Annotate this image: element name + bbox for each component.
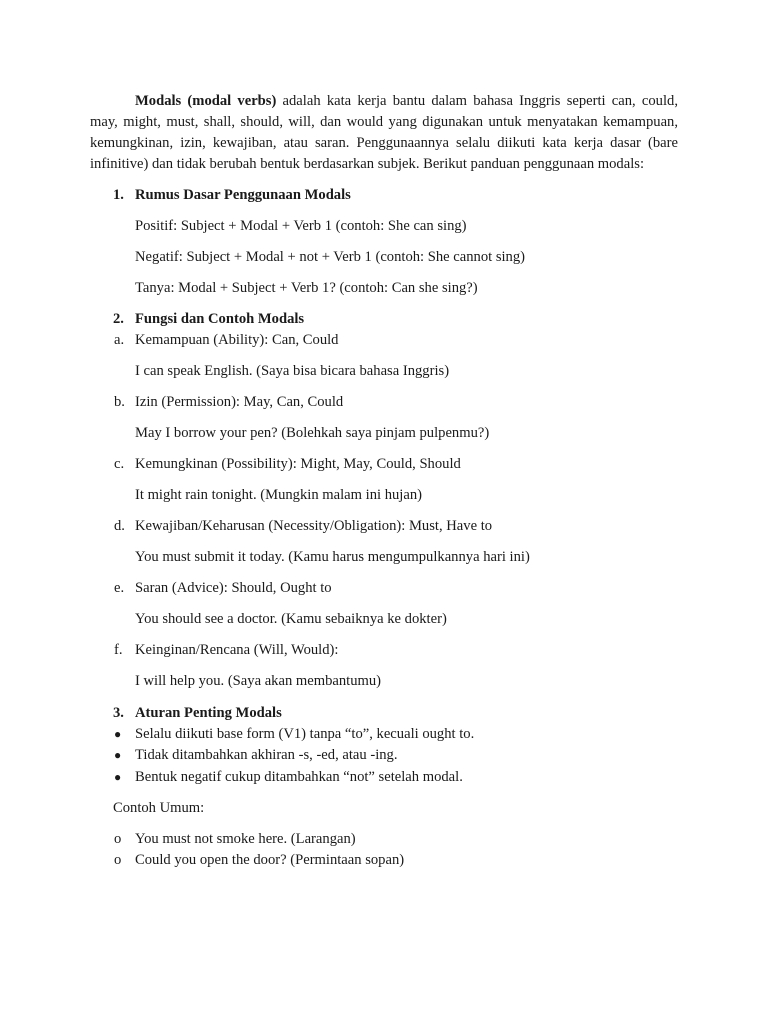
example-item: Could you open the door? (Permintaan sopan) — [135, 852, 405, 868]
item-b-example: May I borrow your pen? (Bolehkah saya pinjam pulpenmu?) — [135, 425, 490, 441]
item-c-example: It might rain tonight. (Mungkin malam ini hujan) — [135, 487, 422, 503]
item-c-label: Kemungkinan (Possibility): Might, May, Could, Should — [135, 456, 461, 472]
intro-lead-term: Modals (modal verbs) — [135, 93, 277, 109]
intro-paragraph — [90, 91, 678, 175]
item-d-letter: d. — [114, 518, 125, 534]
item-b-letter: b. — [114, 394, 125, 410]
item-a-label: Kemampuan (Ability): Can, Could — [135, 332, 339, 348]
formula-positive: Positif: Subject + Modal + Verb 1 (contoh: She can sing) — [135, 218, 467, 234]
item-a-example: I can speak English. (Saya bisa bicara bahasa Inggris) — [135, 363, 450, 379]
item-a-letter: a. — [114, 332, 125, 348]
rule-item: Tidak ditambahkan akhiran -s, -ed, atau -ing. — [135, 747, 398, 763]
formula-question: Tanya: Modal + Subject + Verb 1? (contoh: Can she sing?) — [135, 280, 478, 296]
rule-item: Selalu diikuti base form (V1) tanpa “to”, kecuali ought to. — [135, 726, 475, 742]
formula-negative: Negatif: Subject + Modal + not + Verb 1 (contoh: She cannot sing) — [135, 249, 526, 265]
section-3-title: Aturan Penting Modals — [135, 705, 282, 721]
bullet-circle-icon: o — [114, 852, 122, 868]
example-item: You must not smoke here. (Larangan) — [135, 831, 356, 847]
item-f-letter: f. — [114, 642, 123, 658]
item-f-example: I will help you. (Saya akan membantumu) — [135, 673, 382, 689]
rule-item: Bentuk negatif cukup ditambahkan “not” setelah modal. — [135, 769, 463, 785]
item-c-letter: c. — [114, 456, 125, 472]
examples-heading: Contoh Umum: — [113, 800, 205, 816]
intro-body-text: adalah kata kerja bantu dalam bahasa Inggris seperti can, could, may, might, must, shall, should, will, dan would yang digunakan untuk menyatakan kemampuan, kemungkinan, izin, kewajiban, atau saran. Penggunaannya selalu diikuti kata kerja dasar (bare infinitive) dan tidak berubah bentuk berdasarkan subjek. Berikut panduan penggunaan modals: — [90, 93, 678, 172]
bullet-dot-icon: ● — [114, 727, 122, 741]
section-1-title: Rumus Dasar Penggunaan Modals — [135, 187, 351, 203]
bullet-dot-icon: ● — [114, 770, 122, 784]
item-d-label: Kewajiban/Keharusan (Necessity/Obligation): Must, Have to — [135, 518, 493, 534]
item-e-label: Saran (Advice): Should, Ought to — [135, 580, 332, 596]
section-1-number: 1. — [113, 187, 124, 203]
item-b-label: Izin (Permission): May, Can, Could — [135, 394, 344, 410]
section-2-number: 2. — [113, 311, 124, 327]
item-f-label: Keinginan/Rencana (Will, Would): — [135, 642, 339, 658]
item-e-example: You should see a doctor. (Kamu sebaiknya ke dokter) — [135, 611, 447, 627]
section-2-title: Fungsi dan Contoh Modals — [135, 311, 305, 327]
section-3-number: 3. — [113, 705, 124, 721]
item-e-letter: e. — [114, 580, 125, 596]
bullet-circle-icon: o — [114, 831, 122, 847]
item-d-example: You must submit it today. (Kamu harus mengumpulkannya hari ini) — [135, 549, 530, 565]
bullet-dot-icon: ● — [114, 748, 122, 762]
